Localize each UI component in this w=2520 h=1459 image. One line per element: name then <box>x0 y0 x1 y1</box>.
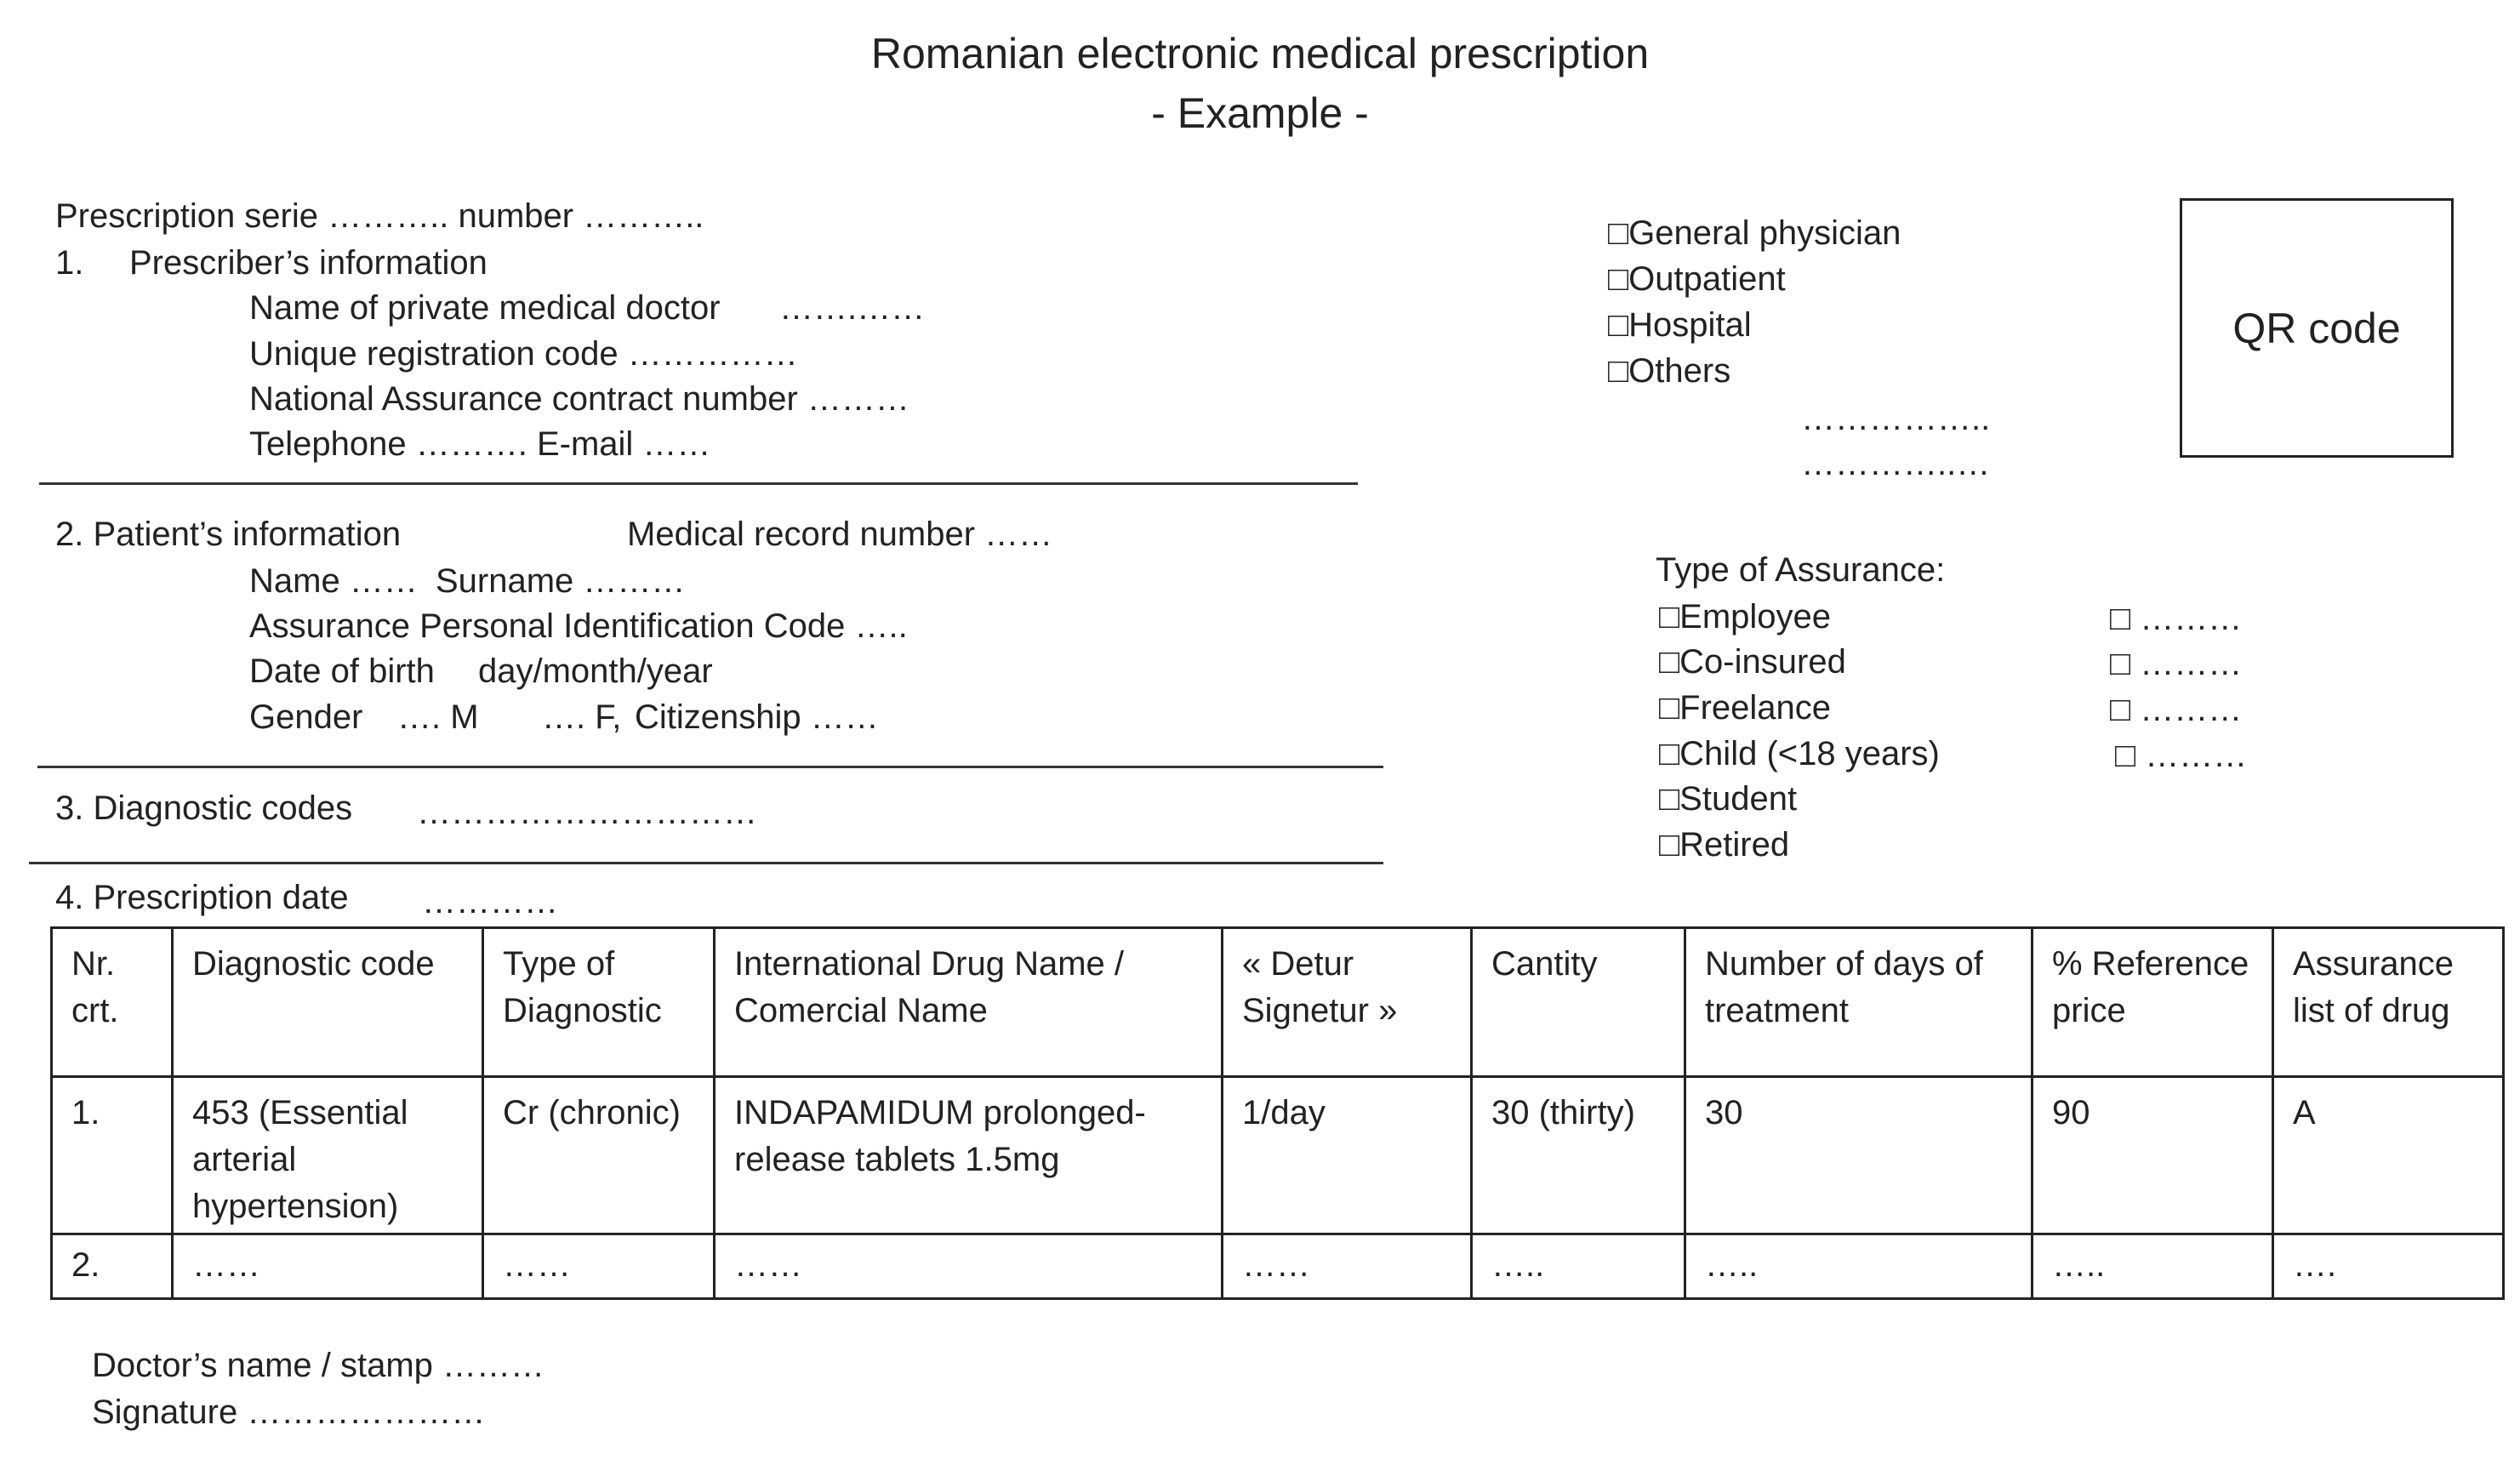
header-detur-signetur: « Detur Signetur » <box>1223 928 1472 1077</box>
citizenship: Citizenship …… <box>635 698 879 736</box>
others-dots-1: …………….. <box>1801 400 1991 437</box>
table-row <box>52 1077 2504 1234</box>
header-diagnostic-code: Diagnostic code <box>173 928 483 1077</box>
care-type-label: General physician <box>1628 214 1901 252</box>
assurance-contract-number: National Assurance contract number ……… <box>249 380 909 418</box>
prescription-serie-number: Prescription serie ……….. number ……….. <box>55 197 704 235</box>
assurance-extra-4: □ ……… <box>2115 737 2248 774</box>
table-cell: 1/day <box>1223 1077 1472 1234</box>
assurance-child <box>1659 737 1940 771</box>
checkbox-icon: □ <box>1608 214 1629 252</box>
header-nr-crt: Nr. crt. <box>52 928 173 1077</box>
assurance-extra-3: □ ……… <box>2110 691 2243 728</box>
qr-code-label: QR code <box>2232 304 2401 352</box>
table-cell: 1. <box>52 1077 173 1234</box>
assurance-label: Co-insured <box>1679 643 1846 681</box>
gender-male: …. M <box>397 698 479 736</box>
assurance-extra-1: □ ……… <box>2110 600 2243 637</box>
care-type-label: Others <box>1628 352 1731 390</box>
assurance-label: Employee <box>1679 598 1832 635</box>
assurance-freelance <box>1659 691 1831 725</box>
assurance-label: Child (<18 years) <box>1679 735 1940 772</box>
patient-name: Name …… <box>249 562 418 600</box>
checkbox-icon: □ <box>1608 306 1629 344</box>
personal-identification-code: Assurance Personal Identification Code ….. <box>249 607 908 645</box>
table-cell: …… <box>715 1234 1223 1299</box>
prescription-table <box>50 926 2505 1300</box>
care-type-label: Hospital <box>1628 306 1752 344</box>
care-type-outpatient <box>1608 262 1786 296</box>
checkbox-icon: □ <box>1659 780 1680 818</box>
table-cell: 30 <box>1685 1077 2033 1234</box>
header-cantity: Cantity <box>1472 928 1685 1077</box>
prescriber-heading: Prescriber’s information <box>129 244 487 282</box>
header-days-of-treatment: Number of days of treatment <box>1685 928 2033 1077</box>
table-cell: 2. <box>52 1234 173 1299</box>
assurance-label: Freelance <box>1679 689 1832 727</box>
medical-record-number: Medical record number …… <box>627 516 1053 553</box>
divider-diagnostic <box>29 862 1383 864</box>
doctor-signature: Signature ………………… <box>92 1393 486 1431</box>
qr-code-box <box>2180 198 2454 458</box>
others-dots-2: …………..… <box>1801 445 1991 482</box>
telephone-email: Telephone ………. E-mail …… <box>249 425 711 463</box>
prescriber-section-number: 1. <box>55 244 84 282</box>
unique-registration-code: Unique registration code …………… <box>249 335 798 373</box>
page-subtitle: - Example - <box>1151 89 1369 137</box>
assurance-employee <box>1659 600 1831 634</box>
gender-female: …. F, <box>542 698 622 736</box>
care-type-label: Outpatient <box>1628 260 1786 298</box>
assurance-retired <box>1659 828 1789 862</box>
diagnostic-codes-dots: ………………………… <box>417 794 757 831</box>
prescription-date-label: 4. Prescription date <box>55 879 349 916</box>
header-drug-name: International Drug Name / Comercial Name <box>715 928 1223 1077</box>
table-cell: 30 (thirty) <box>1472 1077 1685 1234</box>
table-cell: 453 (Essential arterial hypertension) <box>173 1077 483 1234</box>
table-cell: …… <box>1223 1234 1472 1299</box>
assurance-label: Retired <box>1679 826 1790 863</box>
assurance-extra-2: □ ……… <box>2110 645 2243 682</box>
page-title: Romanian electronic medical prescription <box>870 30 1650 77</box>
divider-patient <box>37 766 1383 768</box>
table-cell: 90 <box>2033 1077 2273 1234</box>
table-cell: A <box>2273 1077 2504 1234</box>
divider-prescriber <box>39 482 1358 485</box>
header-type-of-diagnostic: Type of Diagnostic <box>483 928 715 1077</box>
date-of-birth-value: day/month/year <box>478 653 713 690</box>
prescription-date-dots: ………… <box>422 883 558 920</box>
care-type-general-physician <box>1608 216 1901 250</box>
gender-label: Gender <box>249 698 363 736</box>
table-cell: …. <box>2273 1234 2504 1299</box>
table-row <box>52 1234 2504 1299</box>
checkbox-icon: □ <box>1608 352 1629 390</box>
care-type-others <box>1608 354 1730 388</box>
table-cell: Cr (chronic) <box>483 1077 715 1234</box>
patient-surname: Surname ……… <box>436 562 686 600</box>
checkbox-icon: □ <box>1608 260 1629 298</box>
table-cell: …… <box>483 1234 715 1299</box>
table-cell: ….. <box>1685 1234 2033 1299</box>
checkbox-icon: □ <box>1659 735 1680 772</box>
table-header-row <box>52 928 2504 1077</box>
care-type-hospital <box>1608 308 1752 342</box>
assurance-co-insured <box>1659 645 1846 679</box>
table-cell: INDAPAMIDUM prolonged-release tablets 1.5mg <box>715 1077 1223 1234</box>
assurance-student <box>1659 782 1797 816</box>
table-cell: ….. <box>2033 1234 2273 1299</box>
assurance-label: Student <box>1679 780 1798 818</box>
patient-heading: 2. Patient’s information <box>55 516 402 553</box>
header-reference-price: % Reference price <box>2033 928 2273 1077</box>
private-doctor-name-label: Name of private medical doctor <box>249 289 721 327</box>
doctor-name-stamp: Doctor’s name / stamp ……… <box>92 1347 545 1384</box>
checkbox-icon: □ <box>1659 826 1680 863</box>
assurance-heading: Type of Assurance: <box>1656 551 1946 589</box>
checkbox-icon: □ <box>1659 598 1680 635</box>
checkbox-icon: □ <box>1659 643 1680 681</box>
diagnostic-codes-label: 3. Diagnostic codes <box>55 789 353 827</box>
private-doctor-name-dots: …….…… <box>779 289 926 327</box>
checkbox-icon: □ <box>1659 689 1680 727</box>
date-of-birth-label: Date of birth <box>249 653 435 690</box>
table-cell: ….. <box>1472 1234 1685 1299</box>
header-assurance-list: Assurance list of drug <box>2273 928 2504 1077</box>
table-cell: …… <box>173 1234 483 1299</box>
